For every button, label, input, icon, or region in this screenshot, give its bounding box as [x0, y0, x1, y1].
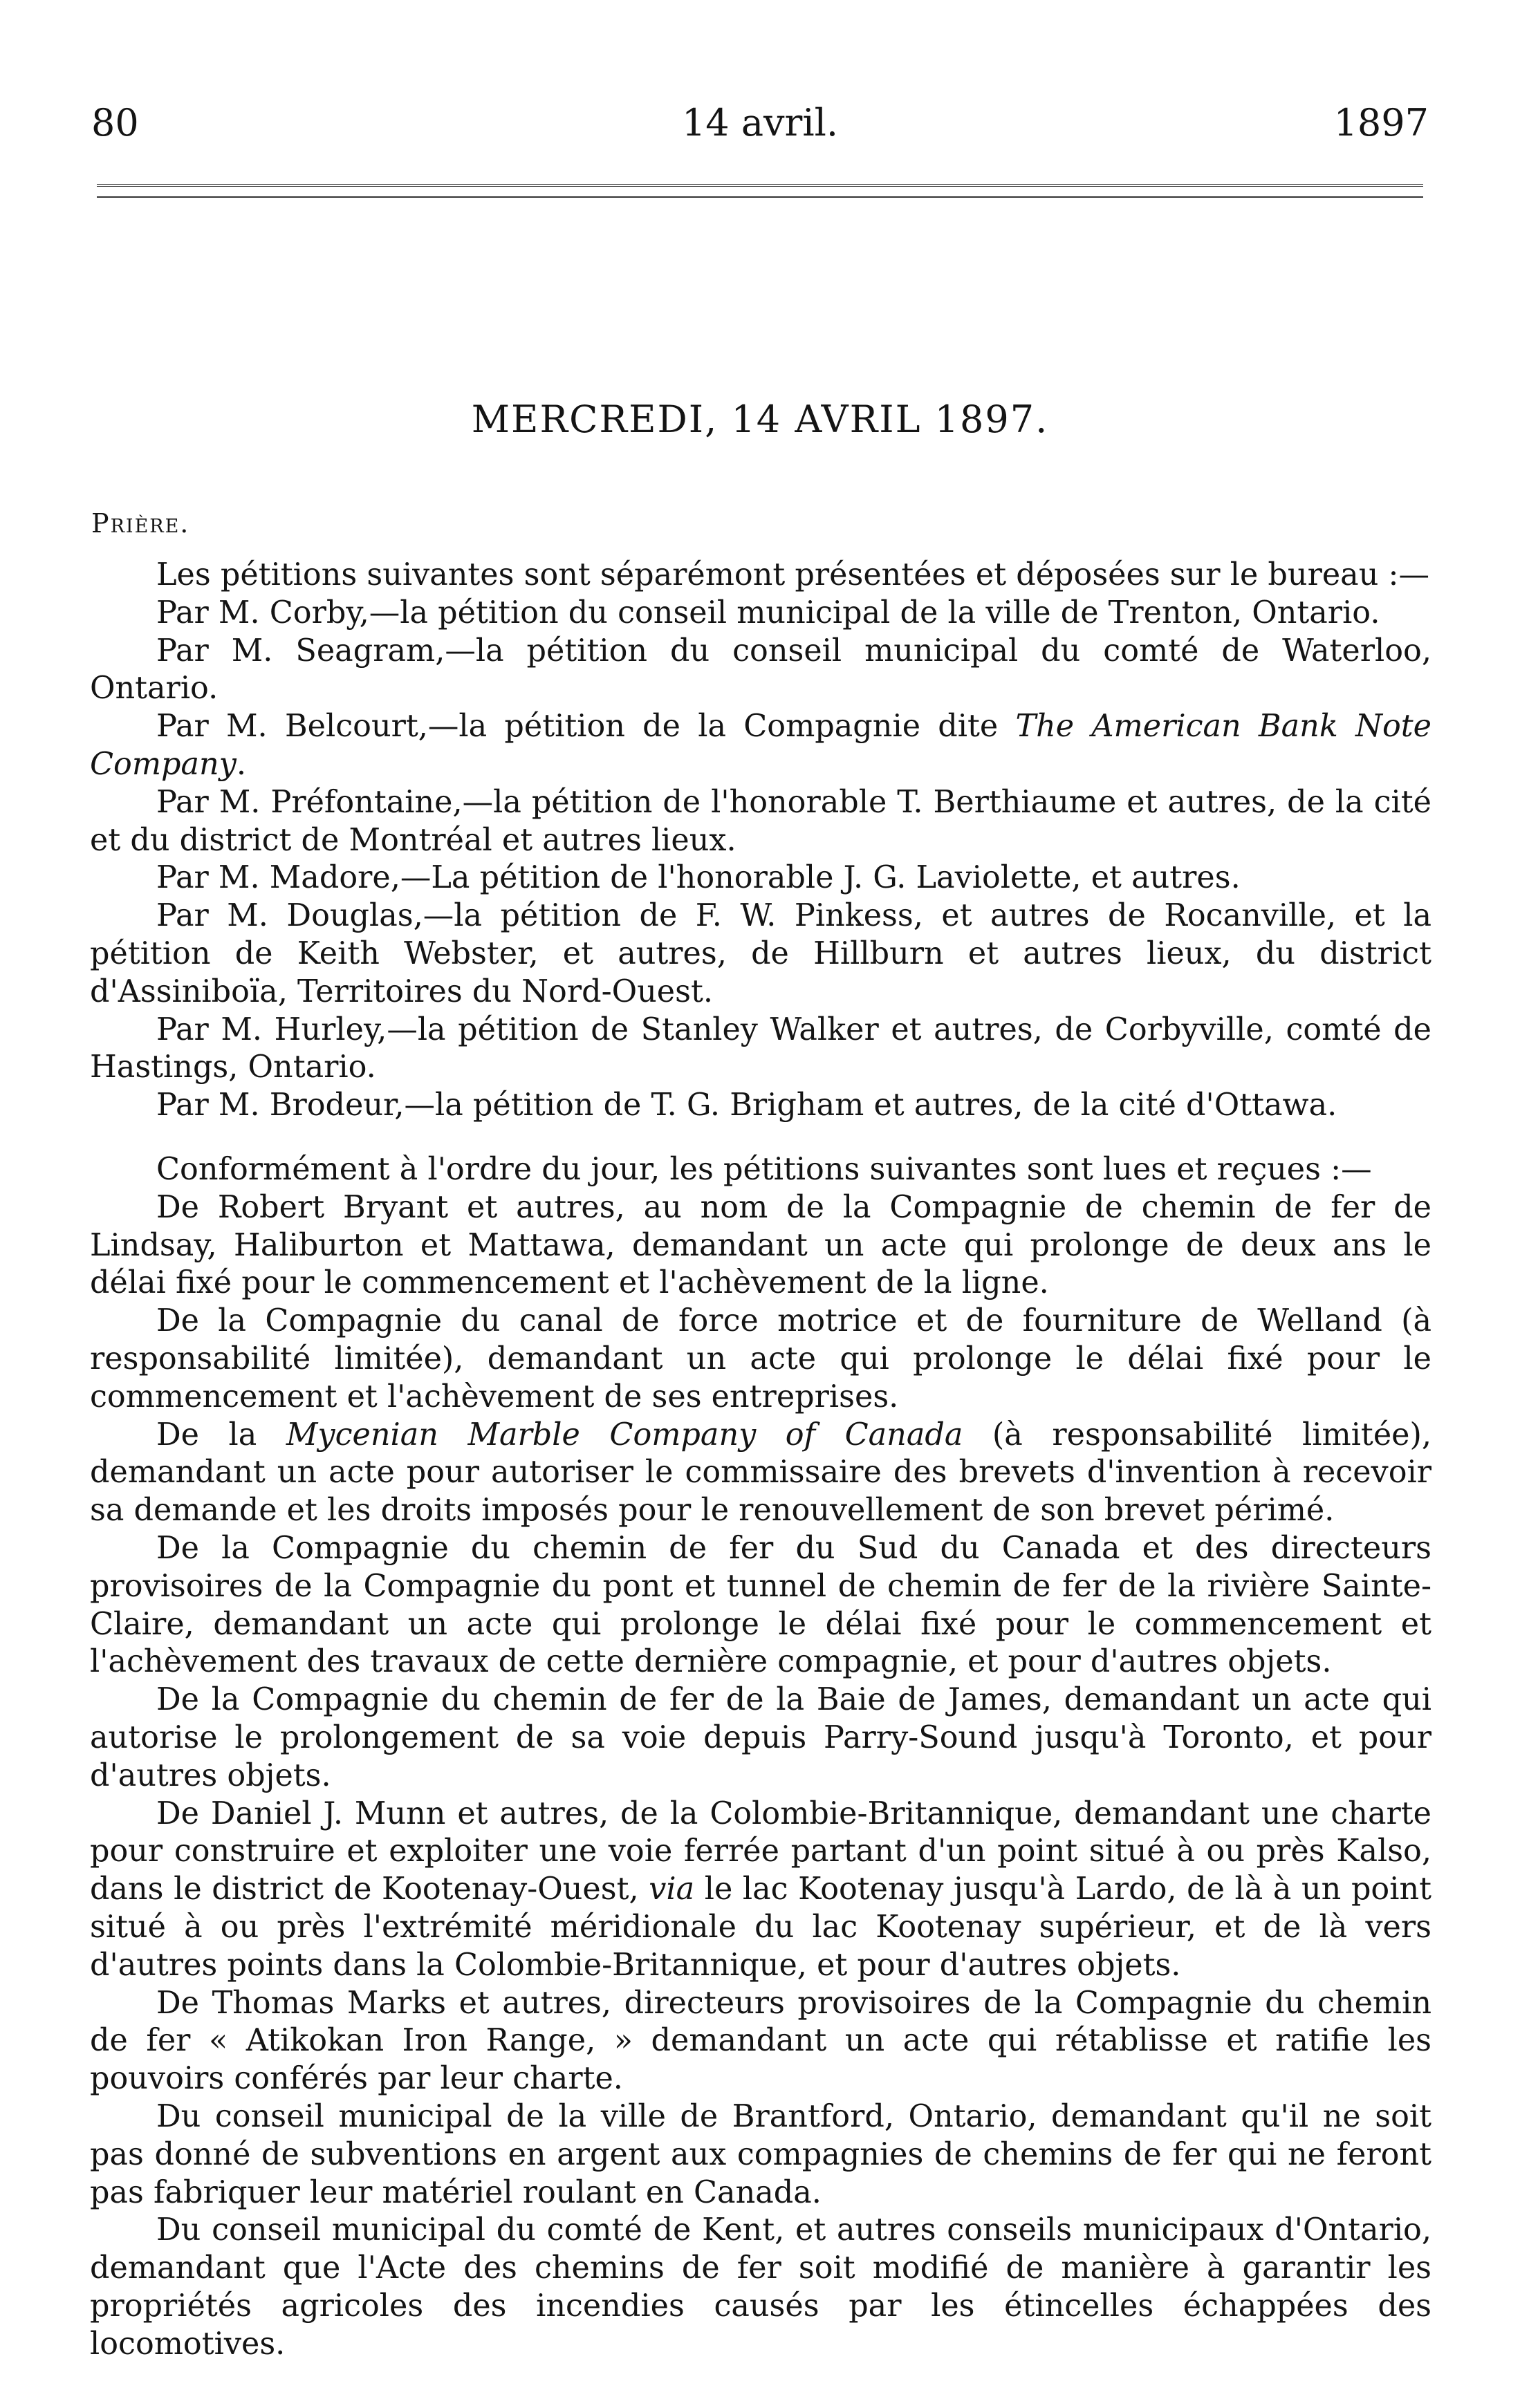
petition-paragraph: De Thomas Marks et autres, directeurs provisoires de la Compagnie du chemin de fer « Atikokan Iron Range, » demandant un acte qui rétablisse et ratifie les pouvoirs conférés par leur charte. — [90, 1985, 1431, 2097]
petition-paragraph — [90, 708, 1431, 784]
text-run: le lac Kootenay jusqu'à Lardo, de là à un point situé à ou près l'extrémité méridionale du lac Kootenay supérieur, et de là vers d'autres points dans la Colombie-Britannique, et pour d'autres objets. — [90, 1872, 1431, 1983]
petition-paragraph: Par M. Hurley,—la pétition de Stanley Walker et autres, de Corbyville, comté de Hastings, Ontario. — [90, 1011, 1431, 1085]
petition-paragraph: De la Compagnie du chemin de fer du Sud du Canada et des directeurs provisoires de la Compagnie du pont et tunnel de chemin de fer de la rivière Sainte-Claire, demandant un acte qui prolonge le délai fixé pour le commencement et l'achèvement des travaux de cette dernière compagnie, et pour d'autres objets. — [90, 1530, 1431, 1680]
text-run: Par M. Belcourt,—la pétition de la Compagnie dite — [156, 709, 1016, 745]
header-rule-secondary — [97, 196, 1423, 198]
section-intro: Les pétitions suivantes sont séparémont présentées et déposées sur le bureau :— — [156, 557, 1430, 592]
petition-paragraph: Par M. Corby,—la pétition du conseil municipal de la ville de Trenton, Ontario. — [156, 595, 1380, 631]
header-date: 14 avril. — [681, 101, 839, 144]
petitions-presented-section — [90, 557, 1431, 1125]
running-head — [91, 95, 1429, 151]
italic-company-name: Mycenian Marble Company of Canada — [286, 1417, 963, 1453]
petition-paragraph: De la Compagnie du chemin de fer de la Baie de James, demandant un acte qui autorise le prolongement de sa voie depuis Parry-Sound jusqu'à Toronto, et pour d'autres objets. — [90, 1682, 1431, 1793]
text-run: De la — [156, 1417, 286, 1453]
italic-word: via — [649, 1872, 695, 1907]
petition-paragraph: Du conseil municipal du comté de Kent, et autres conseils municipaux d'Ontario, demandant que l'Acte des chemins de fer soit modifié de manière à garantir les propriétés agricoles des incendies causés par les étincelles échappées des locomotives. — [90, 2212, 1431, 2362]
petition-paragraph: De la Compagnie du canal de force motrice et de fourniture de Welland (à responsabilité limitée), demandant un acte qui prolonge le délai fixé pour le commencement et l'achèvement de ses entreprises. — [90, 1303, 1431, 1415]
petition-paragraph: Du conseil municipal de la ville de Brantford, Ontario, demandant qu'il ne soit pas donné de subventions en argent aux compagnies de chemins de fer qui ne feront pas fabriquer leur matériel roulant en Canada. — [90, 2098, 1431, 2210]
petition-paragraph: Par M. Brodeur,—la pétition de T. G. Brigham et autres, de la cité d'Ottawa. — [156, 1088, 1337, 1123]
header-rule — [97, 184, 1423, 192]
petitions-read-section — [90, 1151, 1431, 2364]
petition-paragraph — [90, 1795, 1431, 1985]
day-heading: MERCREDI, 14 AVRIL 1897. — [471, 398, 1049, 441]
petition-paragraph — [90, 1417, 1431, 1530]
text-run: (à responsabilité limitée), demandant un acte pour autoriser le commissaire des brevets d'invention à recevoir sa demande et les droits imposés pour le renouvellement de son brevet périmé. — [90, 1417, 1431, 1529]
header-year: 1897 — [1333, 101, 1429, 144]
text-run: . — [236, 746, 247, 782]
page-number: 80 — [91, 101, 139, 144]
margin-label-priere: Prière. — [91, 508, 190, 539]
petition-paragraph: Par M. Préfontaine,—la pétition de l'honorable T. Berthiaume et autres, de la cité et du district de Montréal et autres lieux. — [90, 784, 1431, 858]
text-run: De Daniel J. Munn et autres, de la Colombie-Britannique, demandant une charte pour construire et exploiter une voie ferrée partant d'un point situé à ou près Kalso, dans le district de Kootenay-Ouest, — [90, 1795, 1431, 1907]
section-intro: Conformément à l'ordre du jour, les pétitions suivantes sont lues et reçues :— — [156, 1152, 1372, 1187]
petition-paragraph: Par M. Madore,—La pétition de l'honorable J. G. Laviolette, et autres. — [156, 860, 1241, 896]
petition-paragraph: Par M. Douglas,—la pétition de F. W. Pinkess, et autres de Rocanville, et la pétition de Keith Webster, et autres, de Hillburn et autres lieux, du district d'Assiniboïa, Territoires du Nord-Ouest. — [90, 898, 1431, 1009]
petition-paragraph: De Robert Bryant et autres, au nom de la Compagnie de chemin de fer de Lindsay, Haliburton et Mattawa, demandant un acte qui prolonge de deux ans le délai fixé pour le commencement et l'achèvement de la ligne. — [90, 1189, 1431, 1301]
petition-paragraph: Par M. Seagram,—la pétition du conseil municipal du comté de Waterloo, Ontario. — [90, 633, 1431, 707]
italic-company-name: The American Bank Note Company — [90, 709, 1431, 782]
